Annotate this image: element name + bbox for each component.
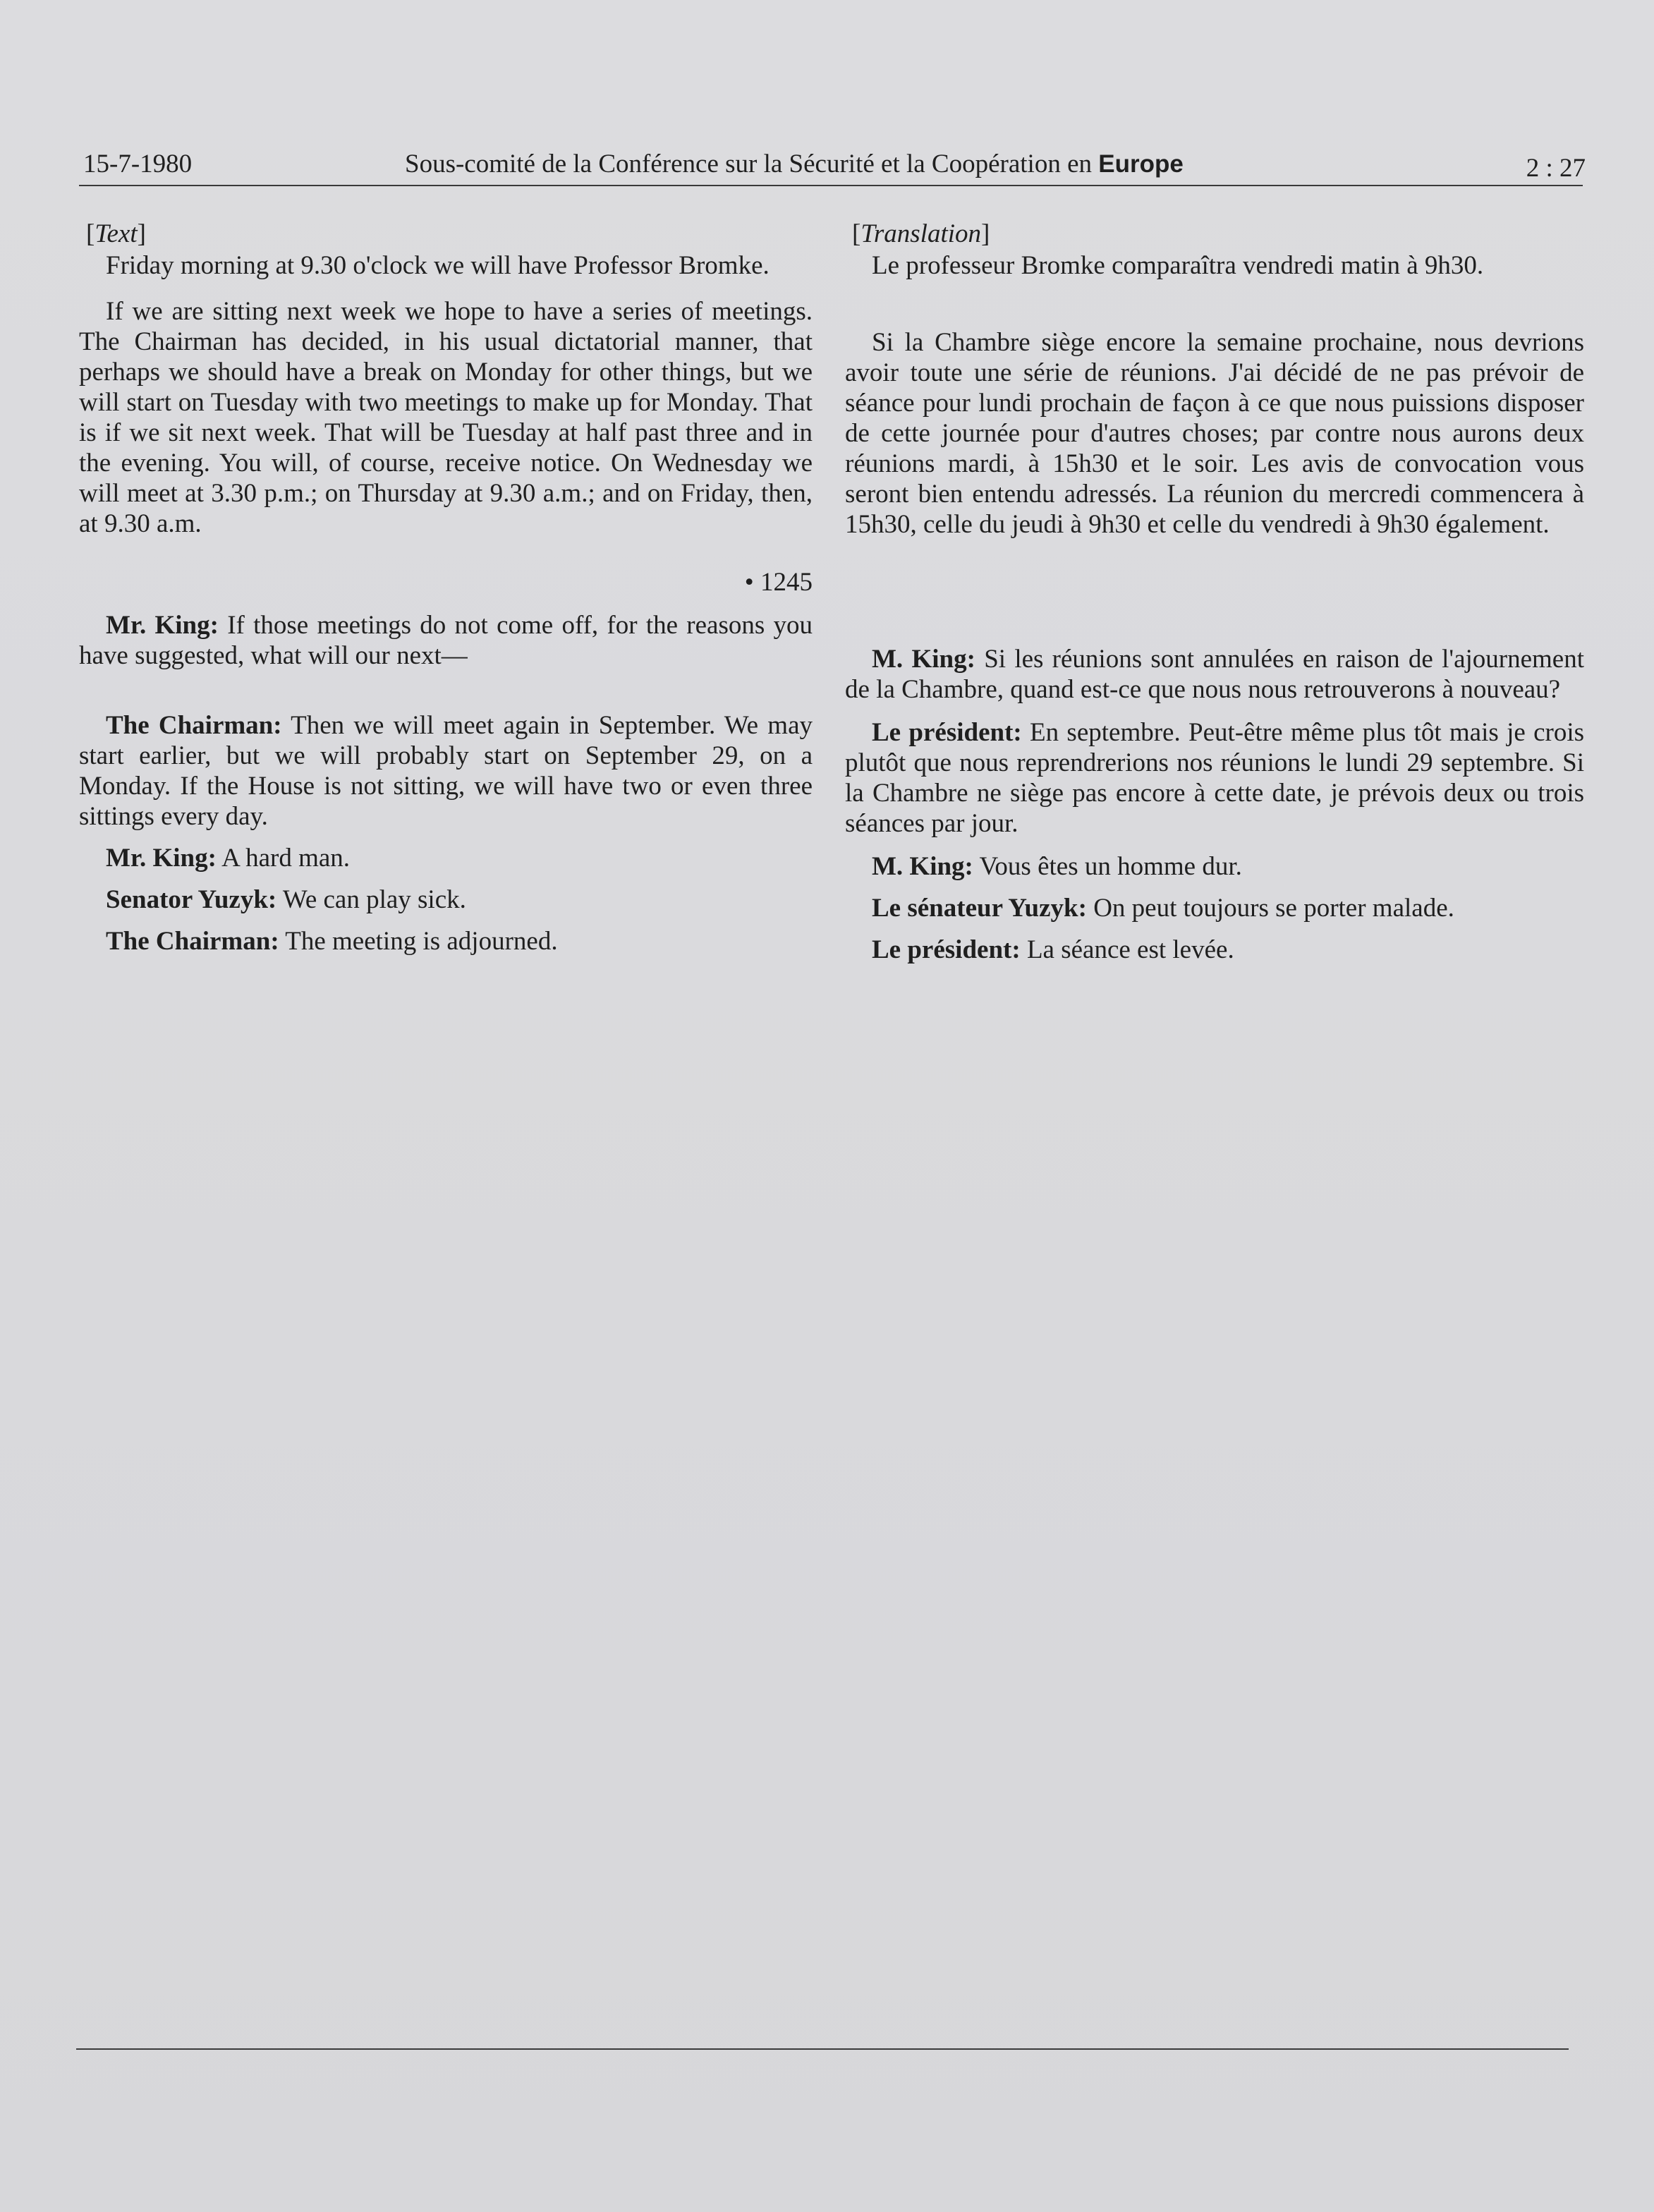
speaker-name: Le président: xyxy=(872,718,1022,747)
speech-text: Si les réunions sont annulées en raison de l'ajournement de la Chambre, quand est-ce que nous nous retrouverons à nouveau? xyxy=(845,645,1584,704)
time-marker: • 1245 xyxy=(744,568,813,597)
speech-text: En septembre. Peut-être même plus tôt mais je crois plutôt que nous reprendrerions nos réunions le lundi 29 septembre. Si la Chambre ne siège pas encore à cette date, je prévois deux ou trois séances par jour. xyxy=(845,718,1584,838)
english-speech-1 xyxy=(79,610,813,671)
speaker-name: Mr. King: xyxy=(106,611,219,640)
english-speech-2 xyxy=(79,710,813,832)
header-title xyxy=(405,147,1184,182)
french-speech-1 xyxy=(845,644,1584,705)
english-paragraph-2: If we are sitting next week we hope to have a series of meetings. The Chairman has decided, in his usual dictatorial manner, that perhaps we should have a break on Monday for other things, but we will start on Tuesday with two meetings to make up for Monday. That is if we sit next week. That will be Tuesday at half past three and in the evening. You will, of course, receive notice. On Wednesday we will meet at 3.30 p.m.; on Thursday at 9.30 a.m.; and on Friday, then, at 9.30 a.m. xyxy=(79,297,813,538)
header-title-bold: Europe xyxy=(1098,150,1184,178)
translation-label-word: Translation xyxy=(861,219,982,248)
speaker-name: Le sénateur Yuzyk: xyxy=(872,894,1087,923)
french-speech-5 xyxy=(845,935,1584,965)
speaker-name: Senator Yuzyk: xyxy=(106,885,277,914)
header-date: 15-7-1980 xyxy=(83,150,193,178)
speaker-name: Mr. King: xyxy=(106,844,217,873)
english-column xyxy=(79,219,813,956)
speaker-name: M. King: xyxy=(872,645,975,674)
french-speech-3 xyxy=(845,851,1584,882)
english-speech-4 xyxy=(79,885,813,915)
french-paragraph-2: Si la Chambre siège encore la semaine prochaine, nous devrions avoir toute une série de réunions. J'ai décidé de ne pas prévoir de séance pour lundi prochain de façon à ce que nous puissions disposer de cette journée pour d'autres choses; par contre nous aurons deux réunions mardi, à 15h30 et le soir. Les avis de convocation vous seront bien entendu adressés. La réunion du mercredi commencera à 15h30, celle du jeudi à 9h30 et celle du vendredi à 9h30 également. xyxy=(845,328,1584,539)
speaker-name: The Chairman: xyxy=(106,927,279,956)
speaker-name: M. King: xyxy=(872,852,973,881)
english-speech-3 xyxy=(79,843,813,873)
speaker-name: Le président: xyxy=(872,935,1021,964)
speech-text: The meeting is adjourned. xyxy=(285,927,558,956)
english-speech-5 xyxy=(79,926,813,956)
speaker-name: The Chairman: xyxy=(106,711,282,740)
translation-label: [Translation] xyxy=(852,219,990,248)
french-speech-4 xyxy=(845,893,1584,923)
text-label-word: Text xyxy=(95,219,138,248)
french-column xyxy=(845,219,1584,965)
speech-text: We can play sick. xyxy=(282,885,466,914)
page-header xyxy=(83,147,1586,182)
french-paragraph-1: Le professeur Bromke comparaîtra vendredi matin à 9h30. xyxy=(872,251,1484,280)
footer-divider xyxy=(76,2048,1569,2050)
speech-text: Then we will meet again in September. We may start earlier, but we will probably start on September 29, on a Monday. If the House is not sitting, we will have two or even three sittings every day. xyxy=(79,711,813,831)
english-paragraph-1: Friday morning at 9.30 o'clock we will have Professor Bromke. xyxy=(106,251,770,280)
text-label: [Text] xyxy=(86,219,146,248)
speech-text: On peut toujours se porter malade. xyxy=(1093,894,1454,923)
header-title-text: Sous-comité de la Conférence sur la Sécurité et la Coopération en xyxy=(405,150,1092,178)
speech-text: La séance est levée. xyxy=(1026,935,1234,964)
speech-text: If those meetings do not come off, for the reasons you have suggested, what will our next— xyxy=(79,611,813,670)
speech-text: A hard man. xyxy=(221,844,351,873)
speech-text: Vous êtes un homme dur. xyxy=(979,852,1242,881)
page-number: 2 : 27 xyxy=(1526,154,1586,183)
header-divider xyxy=(79,185,1583,186)
french-speech-2 xyxy=(845,717,1584,839)
